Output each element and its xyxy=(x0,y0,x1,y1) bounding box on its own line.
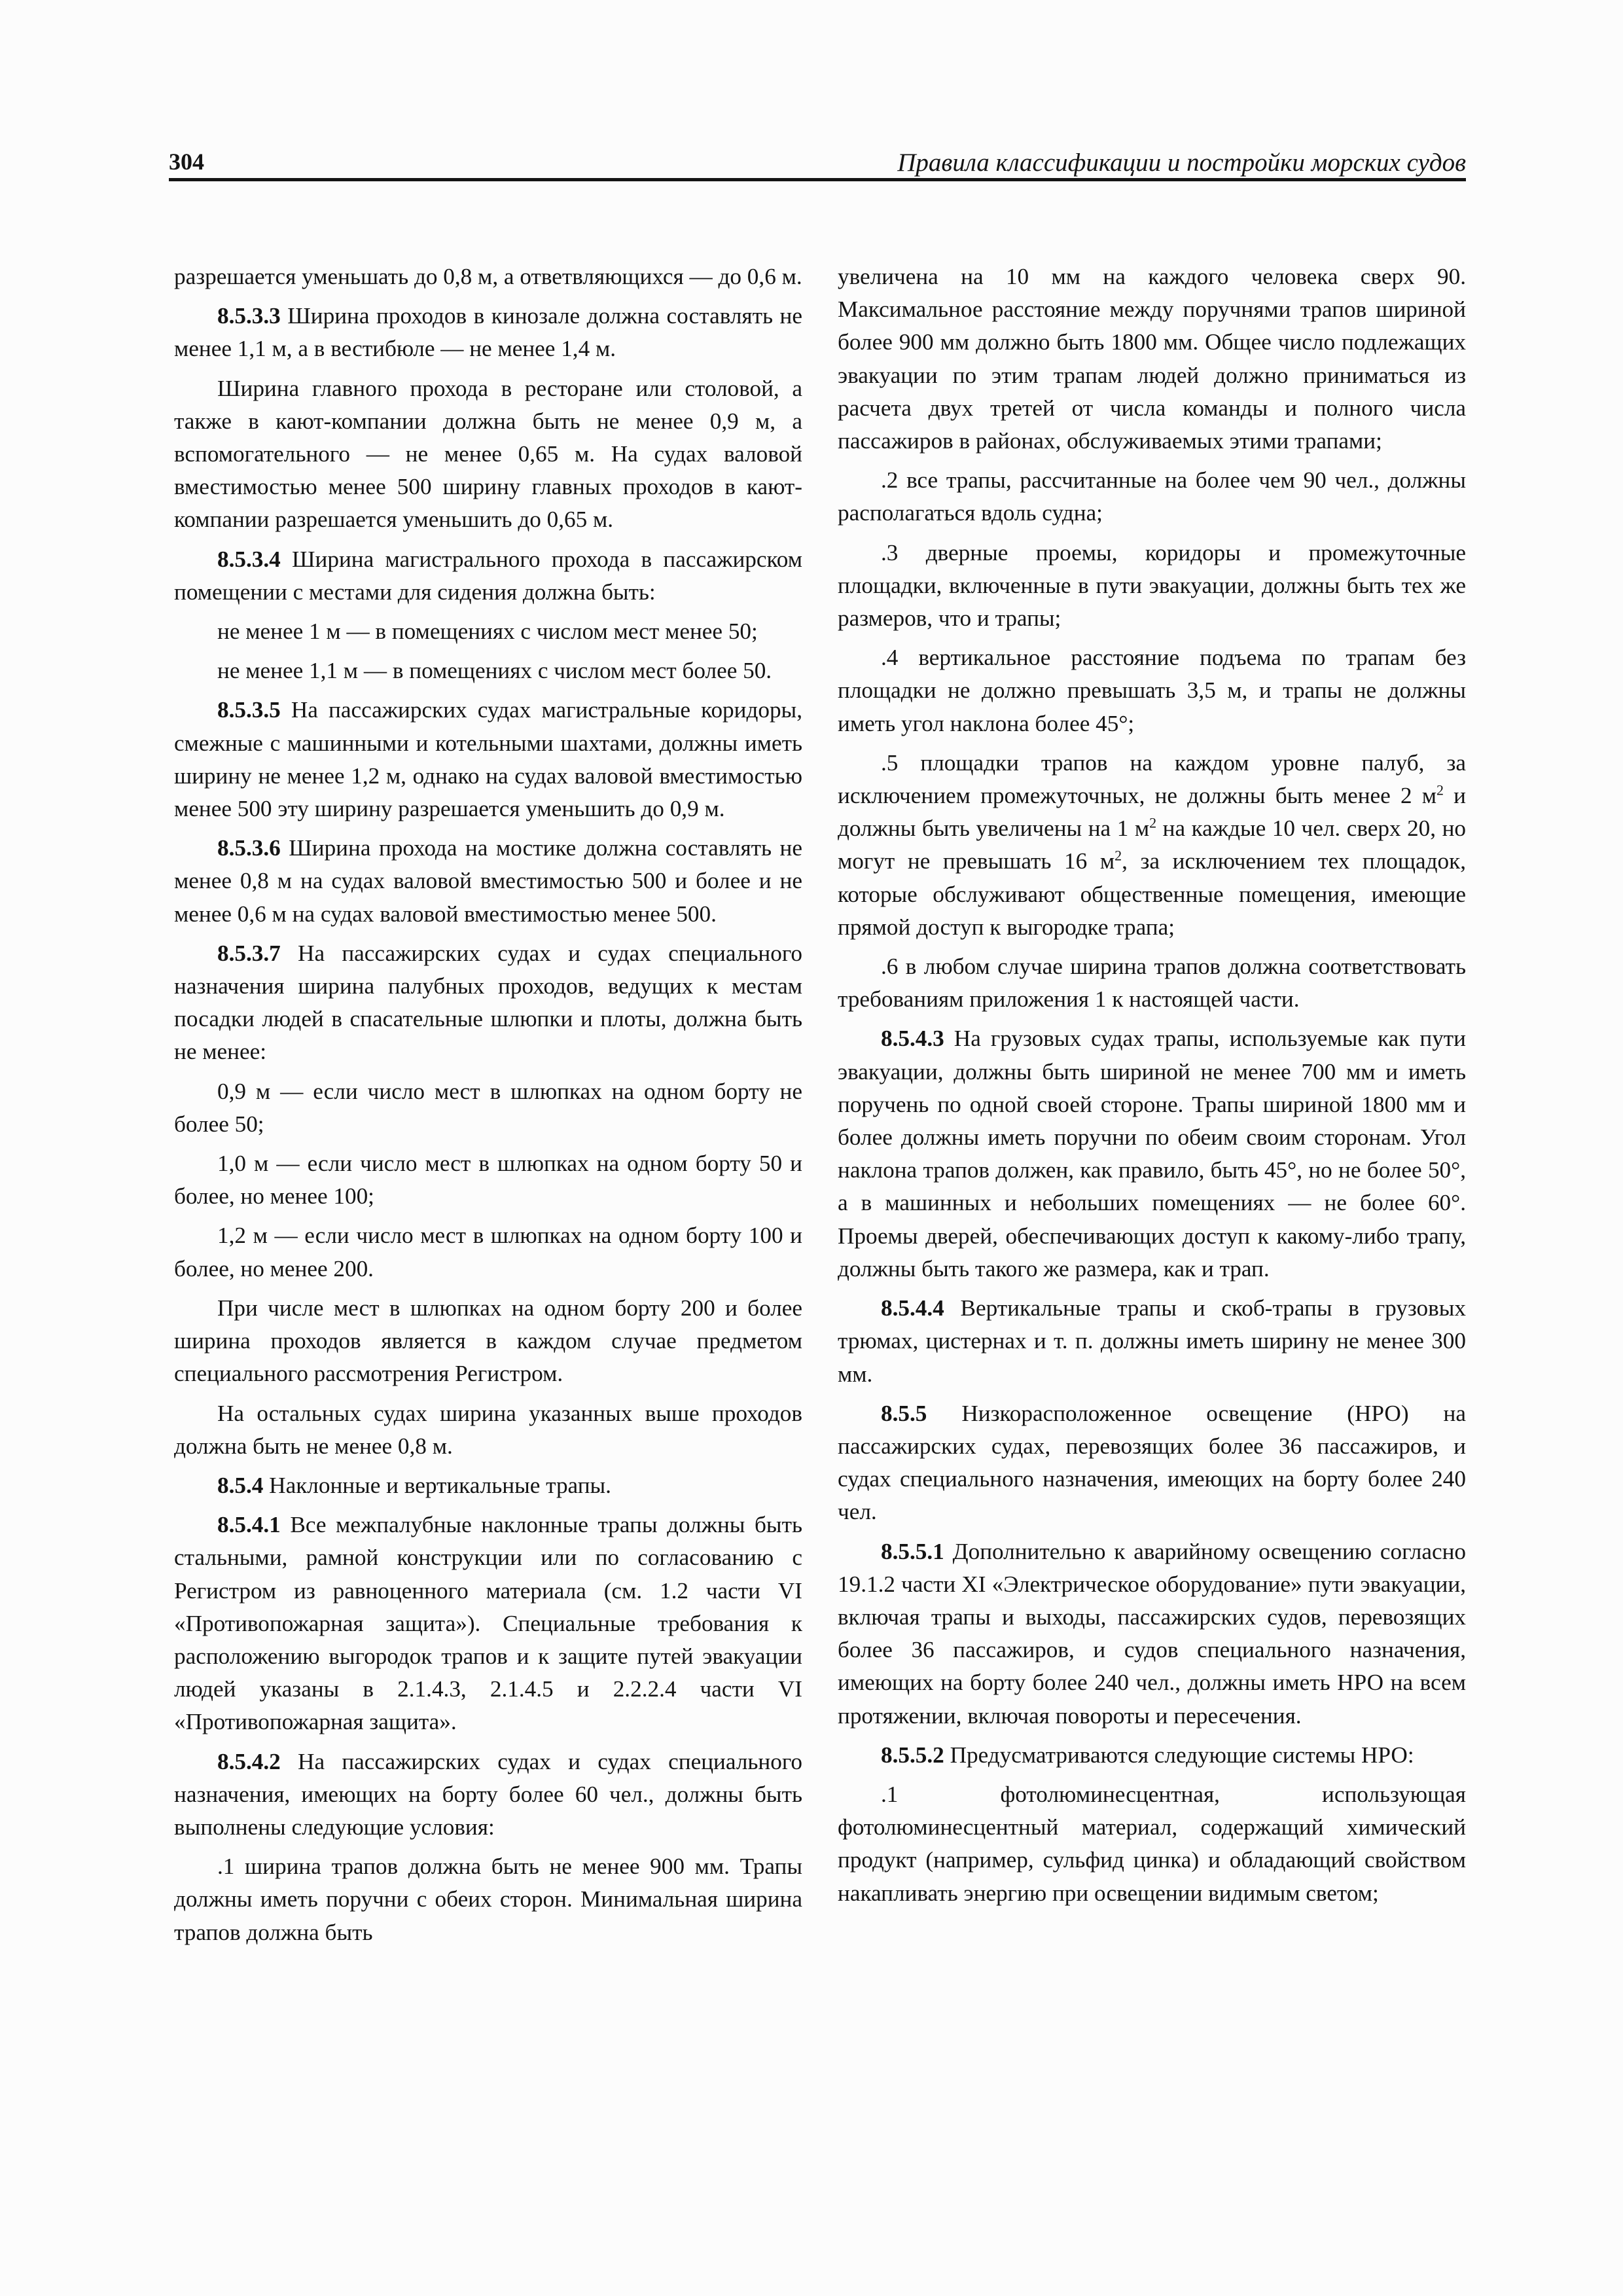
clause-number: 8.5.5.1 xyxy=(881,1538,944,1564)
section-heading-8-5-4 xyxy=(174,1469,802,1502)
list-item: .4 вертикальное расстояние подъема по трапам без площадки не должно превышать 3,5 м, и трапы не должны иметь угол наклона более 45°; xyxy=(838,645,1466,736)
clause-text: Все межпалубные наклонные трапы должны быть стальными, рамной конструкции или по согласованию с Регистром из равноценного материала (см. 1.2 части VI «Противопожарная защита»). Специальные требования к расположению выгородок трапов и к защите путей эвакуации людей указаны в 2.1.4.3, 2.1.4.5 и 2.2.2.4 части VI «Противопожарная защита». xyxy=(174,1512,802,1735)
paragraph: разрешается уменьшать до 0,8 м, а ответвляющихся — до 0,6 м. xyxy=(174,264,802,289)
clause-number: 8.5.3.7 xyxy=(217,940,281,966)
list-item: 0,9 м — если число мест в шлюпках на одном борту не более 50; xyxy=(174,1078,802,1137)
clause-text: Ширина магистрального прохода в пассажирском помещении с местами для сидения должна быть: xyxy=(174,546,802,605)
clause-8-5-4-4 xyxy=(838,1292,1466,1391)
superscript: 2 xyxy=(1115,847,1122,864)
left-column xyxy=(174,260,802,1949)
clause-text: Ширина проходов в кинозале должна составлять не менее 1,1 м, а в вестибюле — не менее 1,4 м. xyxy=(174,303,802,362)
clause-text: На пассажирских судах магистральные коридоры, смежные с машинными и котельными шахтами, должны иметь ширину не менее 1,2 м, однако на судах валовой вместимостью менее 500 эту ширину разрешается уменьшить до 0,9 м. xyxy=(174,697,802,822)
clause-8-5-3-4 xyxy=(174,543,802,609)
clause-8-5-3-5 xyxy=(174,694,802,825)
list-item: не менее 1 м — в помещениях с числом мест менее 50; xyxy=(217,619,758,645)
clause-number: 8.5.3.4 xyxy=(217,546,281,572)
list-item: .3 дверные проемы, коридоры и промежуточные площадки, включенные в пути эвакуации, должны быть тех же размеров, что и трапы; xyxy=(838,539,1466,632)
paragraph: Ширина главного прохода в ресторане или столовой, а также в кают-компании должна быть не менее 0,9 м, а вспомогательного — не менее 0,65 м. На судах валовой вместимостью менее 500 ширину главных проходов в кают-компании разрешается уменьшить до 0,65 м. xyxy=(174,375,802,533)
clause-number: 8.5.3.6 xyxy=(217,835,281,861)
clause-text: Низкорасположенное освещение (НРО) на пассажирских судах, перевозящих более 36 пассажиров, и судах специального назначения, имеющих на борту более 240 чел. xyxy=(838,1400,1466,1525)
list-item: .6 в любом случае ширина трапов должна соответствовать требованиям приложения 1 к настоящей части. xyxy=(838,954,1466,1013)
superscript: 2 xyxy=(1149,814,1157,831)
list-item: .1 фотолюминесцентная, использующая фотолюминесцентный материал, содержащий химический продукт (например, сульфид цинка) и обладающий свойством накапливать энергию при освещении видимым светом; xyxy=(838,1781,1466,1906)
clause-number: 8.5.5 xyxy=(881,1400,927,1426)
clause-8-5-3-7 xyxy=(174,937,802,1069)
list-item: не менее 1,1 м — в помещениях с числом мест более 50. xyxy=(217,658,772,684)
text-fragment: и должны быть увеличены на 1 м xyxy=(838,783,1466,842)
clause-number: 8.5.4.3 xyxy=(881,1026,944,1052)
paragraph: увеличена на 10 мм на каждого человека сверх 90. Максимальное расстояние между поручнями трапов шириной более 900 мм должно быть 1800 мм. Общее число подлежащих эвакуации по этим трапам людей должно приниматься из расчета двух третей от числа команды и полного числа пассажиров в районах, обслуживаемых этими трапами; xyxy=(838,264,1466,454)
clause-8-5-5-2 xyxy=(838,1739,1466,1772)
list-item: .1 ширина трапов должна быть не менее 900 мм. Трапы должны иметь поручни с обеих сторон. Минимальная ширина трапов должна быть xyxy=(174,1854,802,1945)
clause-number: 8.5.5.2 xyxy=(881,1742,944,1768)
clause-8-5-5-1 xyxy=(838,1535,1466,1732)
superscript: 2 xyxy=(1436,781,1444,798)
paragraph: При числе мест в шлюпках на одном борту 200 и более ширина проходов является в каждом случае предметом специального рассмотрения Регистром. xyxy=(174,1295,802,1387)
clause-number: 8.5.3.5 xyxy=(217,697,281,723)
section-heading-8-5-5 xyxy=(838,1397,1466,1529)
clause-text: Ширина прохода на мостике должна составлять не менее 0,8 м на судах валовой вместимостью 500 и более и не менее 0,6 м на судах валовой вместимостью менее 500. xyxy=(174,835,802,927)
running-title: Правила классификации и постройки морских судов xyxy=(897,149,1466,177)
clause-text: На грузовых судах трапы, используемые как пути эвакуации, должны быть шириной не менее 700 мм и иметь поручень по одной своей стороне. Трапы шириной 1800 мм и более должны иметь поручни по обеим своим сторонам. Угол наклона трапов должен, как правило, быть 45°, но не более 50°, а в машинных и небольших помещениях — не более 60°. Проемы дверей, обеспечивающих доступ к какому-либо трапу, должны быть такого же размера, как и трап. xyxy=(838,1026,1466,1282)
clause-number: 8.5.4.1 xyxy=(217,1512,281,1538)
clause-8-5-4-2 xyxy=(174,1746,802,1844)
clause-number: 8.5.3.3 xyxy=(217,303,281,329)
clause-8-5-3-3 xyxy=(174,300,802,365)
clause-text: Вертикальные трапы и скоб-трапы в грузовых трюмах, цистернах и т. п. должны иметь ширину не менее 300 мм. xyxy=(838,1295,1466,1387)
list-item: 1,0 м — если число мест в шлюпках на одном борту 50 и более, но менее 100; xyxy=(174,1151,802,1210)
page-number: 304 xyxy=(169,149,204,175)
running-header xyxy=(169,145,1466,182)
text-fragment: , за исключением тех площадок, которые обслуживают общественные помещения, имеющие прямой доступ к выгородке трапа; xyxy=(838,848,1466,940)
clause-text: На пассажирских судах и судах специального назначения, имеющих на борту более 60 чел., должны быть выполнены следующие условия: xyxy=(174,1748,802,1840)
clause-text: Наклонные и вертикальные трапы. xyxy=(263,1472,611,1498)
clause-number: 8.5.4.2 xyxy=(217,1748,281,1774)
clause-text: Дополнительно к аварийному освещению согласно 19.1.2 части XI «Электрическое оборудование» пути эвакуации, включая трапы и выходы, пассажирских судов, перевозящих более 36 пассажиров, и судов специального назначения, имеющих на борту более 240 чел., должны иметь НРО на всем протяжении, включая повороты и пересечения. xyxy=(838,1538,1466,1729)
paragraph: На остальных судах ширина указанных выше проходов должна быть не менее 0,8 м. xyxy=(174,1400,802,1459)
list-item: .2 все трапы, рассчитанные на более чем 90 чел., должны располагаться вдоль судна; xyxy=(838,467,1466,526)
clause-number: 8.5.4.4 xyxy=(881,1295,944,1321)
list-item: 1,2 м — если число мест в шлюпках на одном борту 100 и более, но менее 200. xyxy=(174,1223,802,1282)
list-item xyxy=(838,747,1466,944)
text-fragment: на каждые 10 чел. сверх 20, но могут не превышать 16 м xyxy=(838,816,1467,874)
clause-8-5-3-6 xyxy=(174,832,802,931)
clause-8-5-4-1 xyxy=(174,1509,802,1738)
clause-number: 8.5.4 xyxy=(217,1472,264,1498)
text-fragment: .5 площадки трапов на каждом уровне палуб, за исключением промежуточных, не должны быть менее 2 м xyxy=(838,749,1466,809)
right-column xyxy=(838,260,1466,1910)
clause-8-5-4-3 xyxy=(838,1022,1466,1285)
clause-text: Предусматриваются следующие системы НРО: xyxy=(944,1742,1414,1768)
header-rule xyxy=(169,178,1466,181)
clause-text: На пассажирских судах и судах специального назначения ширина палубных проходов, ведущих к местам посадки людей в спасательные шлюпки и плоты, должна быть не менее: xyxy=(174,940,802,1065)
